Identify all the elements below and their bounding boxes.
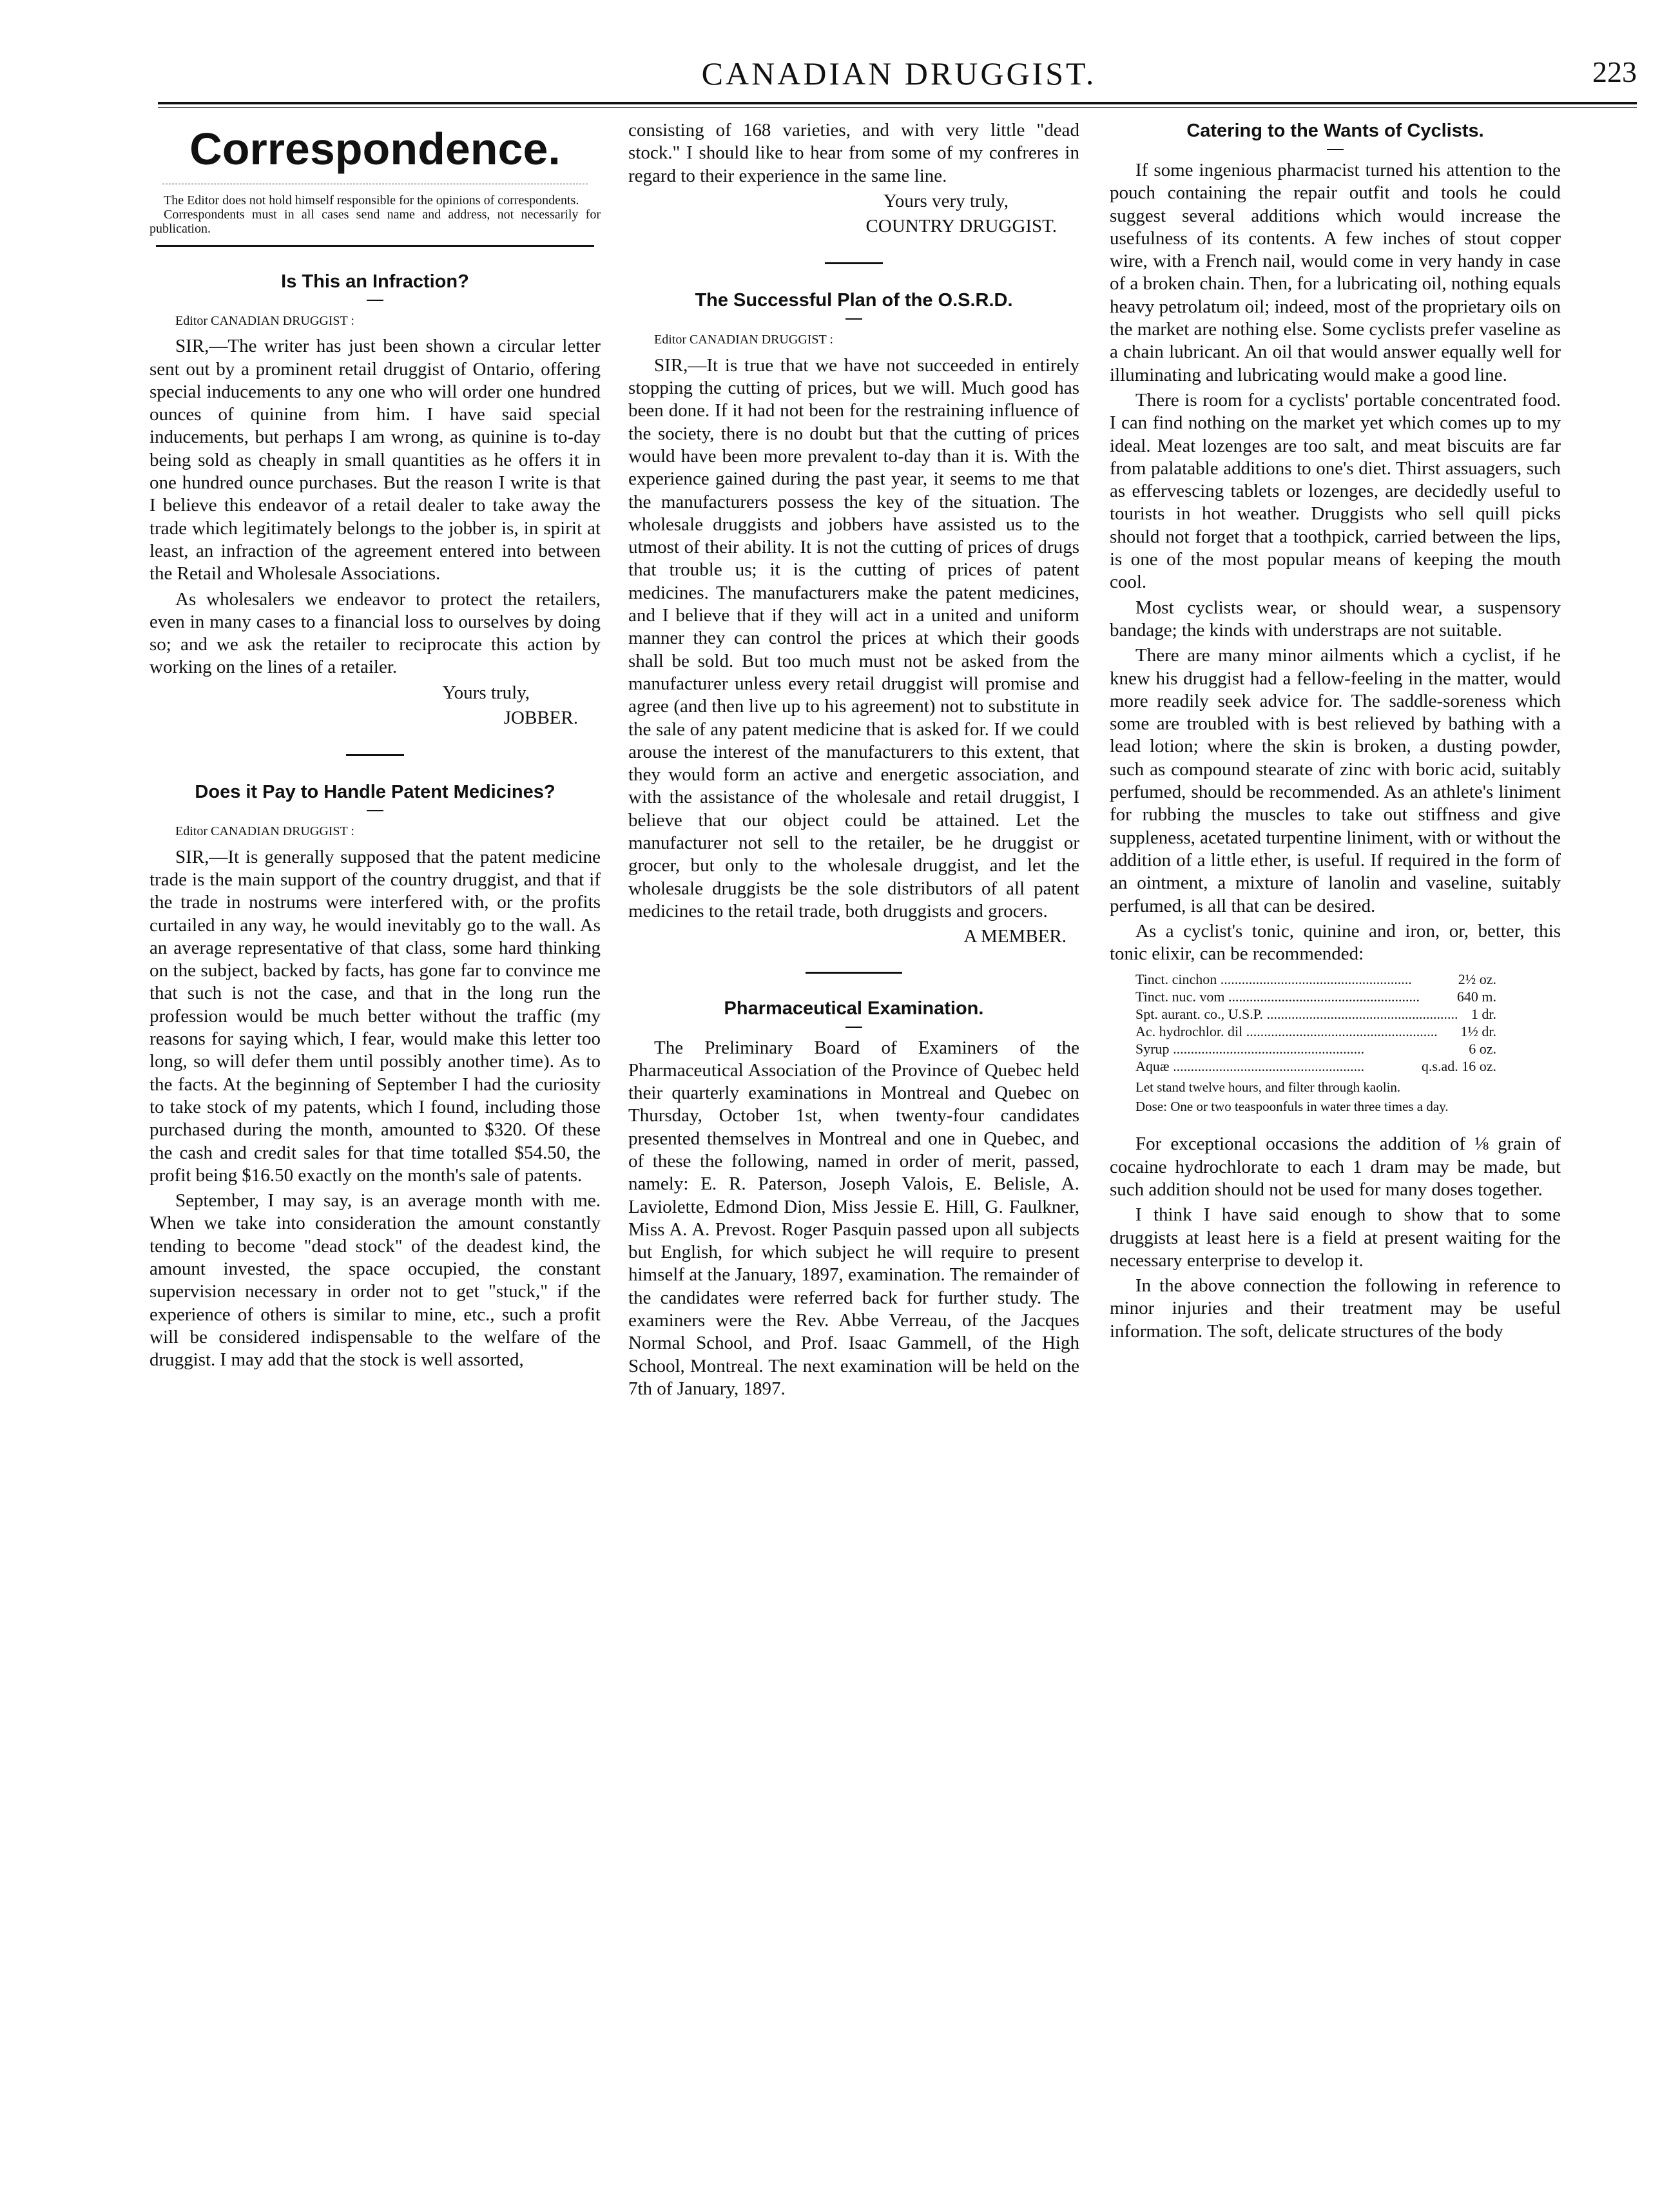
header-rule-thin bbox=[158, 107, 1637, 108]
spacer bbox=[1110, 1117, 1561, 1133]
article-paragraph: In the above connection the following in reference to minor injuries and their treatment may be useful information. The soft, delicate structures of the body bbox=[1110, 1275, 1561, 1342]
letter-heading-patent-medicines: Does it Pay to Handle Patent Medicines? bbox=[195, 782, 555, 803]
letter-address: Editor CANADIAN DRUGGIST : bbox=[175, 314, 354, 328]
article-paragraph: There are many minor ailments which a cyclist, if he knew his druggist had a fellow-feeling in the matter, would more readily seek advice for. The saddle-soreness which some are troubled with is best relieved by bathing with a lead lotion; where the skin is broken, a dusting powder, such as compound stearate of zinc with boric acid, suitably perfumed, should be recommended. As an athlete's liniment for rubbing the muscles to take out stiffness and give suppleness, acetated turpentine liniment, with or without the addition of a little ether, is useful. If required in the form of an ointment, a mixture of lanolin and vaseline, suitably perfumed, is all that can be desired. bbox=[1110, 645, 1561, 916]
section-divider bbox=[825, 262, 883, 264]
disclaimer-rule bbox=[156, 245, 594, 247]
exam-paragraph: The Preliminary Board of Examiners of the Pharmaceutical Association of the Province of Quebec held their quarterly examinations in Montreal and Quebec on Thursday, October 1st, when twenty-four candidates presented themselves in Montreal and one in Quebec, and of these the following, named in order of merit, passed, namely: E. R. Paterson, Joseph Valois, E. Belisle, A. Laviolette, Edmond Dion, Miss Jessie E. Hill, G. Faulkner, Miss A. A. Prevost. Roger Pasquin passed upon all subjects but English, for which subject he will require to present himself at the January, 1897, examination. The remainder of the candidates were referred back for further study. The examiners were the Rev. Abbe Verreau, of the Jacques Normal School, and Prof. Isaac Gammell, of the High School, Montreal. The next examination will be held on the 7th of January, 1897. bbox=[628, 1037, 1079, 1399]
heading-dash bbox=[367, 300, 383, 301]
ingredient-name: Ac. hydrochlor. dil ..... bbox=[1135, 1023, 1456, 1040]
article-paragraph: If some ingenious pharmacist turned his attention to the pouch containing the repair outfit and tools he could suggest several additions which would increase the usefulness of its contents. A few inches of stout copper wire, with a French nail, would come in very handy in case of a broken chain. Then, for a lubricating oil, nothing equals heavy petrolatum oil; indeed, most of the proprietary oils on the market are nothing else. Some cyclists prefer vaseline as a chain lubricant. An oil that would answer equally well for illuminating and lubricating would make a good line. bbox=[1110, 160, 1561, 385]
heading-dash bbox=[367, 810, 383, 811]
ingredient-name: Syrup ..... bbox=[1135, 1040, 1465, 1057]
heading-dash bbox=[1327, 149, 1344, 150]
ingredient-qty: 1½ dr. bbox=[1460, 1023, 1496, 1040]
ingredient-name: Tinct. nuc. vom ..... bbox=[1135, 988, 1453, 1005]
heading-dash bbox=[845, 1027, 862, 1028]
running-head bbox=[161, 55, 1637, 100]
ingredient-name: Spt. aurant. co., U.S.P. ..... bbox=[1135, 1005, 1467, 1023]
recipe-row bbox=[1135, 988, 1496, 1005]
cyclists-heading: Catering to the Wants of Cyclists. bbox=[1186, 121, 1484, 141]
article-paragraph: Most cyclists wear, or should wear, a suspensory bandage; the kinds with understraps are not suitable. bbox=[1110, 597, 1561, 641]
recipe-row bbox=[1135, 970, 1496, 988]
column-3 bbox=[1110, 119, 1561, 2149]
letter-address: Editor CANADIAN DRUGGIST : bbox=[654, 333, 833, 347]
letter-signature: JOBBER. bbox=[503, 708, 578, 729]
letter-paragraph: SIR,—It is generally supposed that the patent medicine trade is the main support of the country druggist, and that if the trade in nostrums were interfered with, or the profits curtailed in any way, he would inevitably go to the wall. As an average representative of that class, some hard thinking on the subject, backed by facts, has gone far to convince me that such is not the case, and that in the long run the profession would be much better without the traffic (my reasons for saying which, I fear, would make this letter too long, so will defer them until possibly another time). As to the facts. At the beginning of September I had the curiosity to take stock of my patents, which I found, including those purchased during the month, amounted to $320. Of these the cash and credit sales for that time totalled $54.50, the profit being $16.50 exactly on the month's sale of patents. bbox=[150, 846, 601, 1186]
article-paragraph: I think I have said enough to show that to some druggists at least here is a field at present waiting for the necessary enterprise to develop it. bbox=[1110, 1204, 1561, 1271]
heading-dash bbox=[845, 318, 862, 320]
ingredient-qty: 6 oz. bbox=[1469, 1041, 1496, 1057]
continued-paragraph: consisting of 168 varieties, and with very little "dead stock." I should like to hear from some of my confreres in regard to their experience in the same line. bbox=[628, 120, 1079, 186]
ingredient-qty: 640 m. bbox=[1456, 989, 1496, 1005]
letter-heading-infraction: Is This an Infraction? bbox=[281, 271, 469, 292]
exam-heading: Pharmaceutical Examination. bbox=[724, 998, 984, 1019]
recipe-row bbox=[1135, 1005, 1496, 1023]
disclaimer-line-1: The Editor does not hold himself responsible for the opinions of correspondents. bbox=[164, 193, 579, 207]
letter-heading-osrd: The Successful Plan of the O.S.R.D. bbox=[695, 290, 1013, 311]
disclaimer-line-2: Correspondents must in all cases send name and address, not necessarily for publication. bbox=[150, 207, 601, 236]
editor-disclaimer bbox=[150, 193, 601, 236]
recipe-row bbox=[1135, 1023, 1496, 1040]
ingredient-name: Aquæ ..... bbox=[1135, 1057, 1418, 1075]
ingredient-qty: 2½ oz. bbox=[1458, 971, 1496, 988]
letter-closing: Yours truly, bbox=[442, 682, 530, 703]
column-1 bbox=[150, 119, 601, 2149]
recipe-row bbox=[1135, 1040, 1496, 1057]
recipe-row bbox=[1135, 1057, 1496, 1075]
letter-paragraph: SIR,—It is true that we have not succeeded in entirely stopping the cutting of prices, but we will. Much good has been done. If it had not been for the restraining influence of the society, there is no doubt but that the cutting of prices would have been more prevalent to-day than it is. With the experience gained during the past year, it seems to me that the manufacturers possess the key of the situation. The wholesale druggists and jobbers have assisted us to the utmost of their ability. It is not the cutting of prices of drugs that trouble us; it is the cutting of prices of patent medicines. The manufacturers make the patent medicines, and I believe that if they will act in a united and uniform manner they can control the prices at which their goods shall be sold. But too much must not be asked from the manufacturer unless every retail druggist will promise and agree (and then live up to his agreement) not to substitute in the sale of any patent medicine that is asked for. If we could arouse the interest of the manufacturers to this extent, that they would form an active and energetic association, and with the assistance of the wholesale and retail druggist, I believe that our object could be attained. Let the manufacturer not sell to the retailer, be he druggist or grocer, but only to the wholesale druggist, and let the wholesale druggists be the sole distributors of all patent medicines to the retail trade, both druggists and grocers. bbox=[628, 354, 1079, 921]
ingredient-name: Tinct. cinchon ..... bbox=[1135, 970, 1454, 988]
letter-paragraph: September, I may say, is an average month with me. When we take into consideration the amount constantly tending to become "dead stock" of the deadest kind, the amount invested, the space occupied, the constant supervision necessary in order not to get "stuck," if the experience of others is similar to mine, etc., such a profit will be considered indispensable to the welfare of the druggist. I may add that the stock is well assorted, bbox=[150, 1190, 601, 1371]
column-2 bbox=[628, 119, 1079, 2149]
page-number: 223 bbox=[1592, 55, 1637, 88]
letter-paragraph: SIR,—The writer has just been shown a circular letter sent out by a prominent retail druggist of Ontario, offering special inducements to any one who will order one hundred ounces of quinine from him. I have said special inducements, but perhaps I am wrong, as quinine is to-day being sold as cheaply in small quantities as he offers it in one hundred ounce purchases. But the reason I write is that I believe this endeavor of a retail dealer to take away the trade which legitimately belongs to the jobber is, in spirit at least, an infraction of the agreement entered into between the Retail and Wholesale Associations. bbox=[150, 336, 601, 584]
dose-note: Dose: One or two teaspoonfuls in water three times a day. bbox=[1135, 1099, 1449, 1115]
article-paragraph: As a cyclist's tonic, quinine and iron, or, better, this tonic elixir, can be recommended: bbox=[1110, 920, 1561, 965]
article-paragraph: There is room for a cyclists' portable concentrated food. I can find nothing on the market yet which comes up to my ideal. Meat lozenges are too salt, and meat biscuits are far from palatable additions to one's diet. Thirst assuagers, such as effervescing tablets or lozenges, are decidedly useful to tourists in hot weather. Druggists who sell quill picks should not forget that a toothpick, carried between the lips, is one of the most popular means of keeping the mouth cool. bbox=[1110, 389, 1561, 593]
letter-signature: A MEMBER. bbox=[963, 926, 1067, 947]
header-rule bbox=[158, 102, 1637, 104]
journal-title: CANADIAN DRUGGIST. bbox=[701, 55, 1097, 92]
ingredient-qty: q.s.ad. 16 oz. bbox=[1421, 1058, 1496, 1075]
section-divider bbox=[806, 972, 902, 974]
letter-signature: COUNTRY DRUGGIST. bbox=[865, 216, 1057, 237]
letter-closing: Yours very truly, bbox=[883, 190, 1009, 211]
letter-paragraph: As wholesalers we endeavor to protect the retailers, even in many cases to a financial loss to ourselves by doing so; and we ask the retailer to reciprocate this action by working on the lines of a retailer. bbox=[150, 588, 601, 678]
section-divider bbox=[346, 754, 404, 756]
section-title: Correspondence. bbox=[189, 124, 561, 174]
tonic-recipe bbox=[1135, 970, 1496, 1075]
recipe-note: Let stand twelve hours, and filter through kaolin. bbox=[1135, 1079, 1401, 1095]
letter-address: Editor CANADIAN DRUGGIST : bbox=[175, 824, 354, 839]
article-paragraph: For exceptional occasions the addition of ⅛ grain of cocaine hydrochlorate to each 1 dram may be made, but such addition should not be used for many doses together. bbox=[1110, 1134, 1561, 1200]
ingredient-qty: 1 dr. bbox=[1471, 1006, 1496, 1023]
